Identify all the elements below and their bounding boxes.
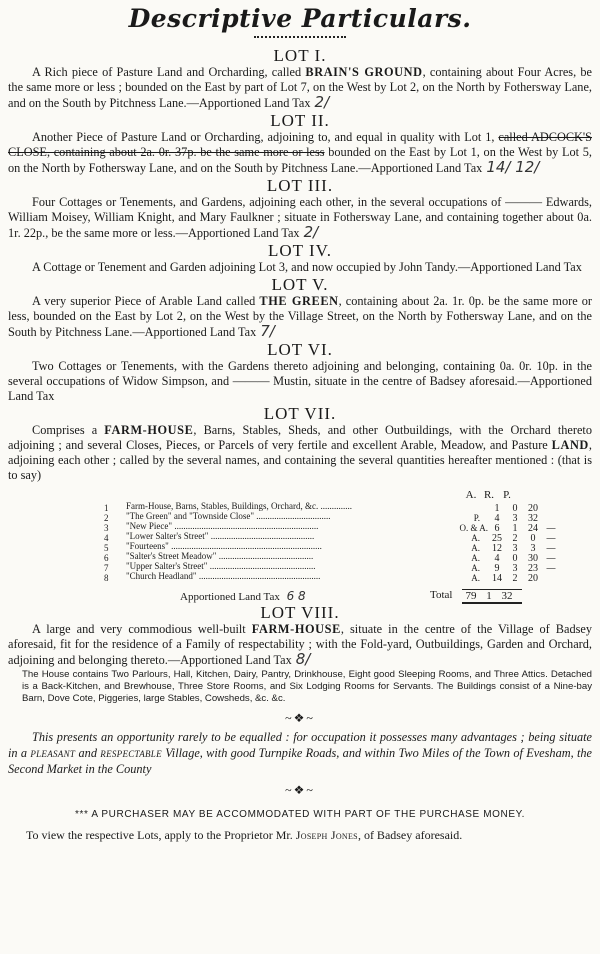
lot-2-text-a: Another Piece of Pasture Land or Orcharding, adjoining to, and equal in quality with Lot 1, [32, 130, 499, 144]
row-hand-mark: — [546, 543, 556, 554]
row-number: 2 [104, 513, 109, 523]
total-acres: 79 [465, 590, 477, 602]
lot-7-text-b: , Barns, Stables, Sheds, and other Outbuildings, with the Orchard thereto adjoining ; and several Closes, Pieces, or Parcels of very fertile and excellent Arable, Meadow, and Pasture [8, 423, 592, 452]
row-name: "The Green" and "Townside Close" ................................. [126, 511, 331, 521]
row-acres: 25 [492, 533, 502, 544]
proprietor-name: Joseph Jones [295, 828, 358, 842]
table-row [104, 561, 564, 574]
view-text-b: , of Badsey aforesaid. [357, 828, 463, 842]
lot-7-text-c: , adjoining each other ; called by the several names, and containing the several quantities hereafter mentioned : (that is to say) [8, 438, 592, 482]
row-number: 6 [104, 553, 109, 563]
document-page [0, 4, 600, 954]
lot-6-text: Two Cottages or Tenements, with the Gardens thereto adjoining and belonging, containing 0a. 0r. 10p. in the several occupations of Widow Simpson, and ——— Mustin, situate in the centre of Badsey aforesaid.—Apportioned Land Tax [8, 359, 592, 403]
table-row [104, 551, 564, 564]
row-roods: 2 [512, 533, 518, 544]
row-unit: A. [471, 543, 480, 553]
table-row [104, 541, 564, 554]
row-name: "Upper Salter's Street" ............................................... [126, 561, 316, 571]
row-name: Farm-House, Barns, Stables, Buildings, Orchard, &c. .............. [126, 501, 352, 511]
lot-1-heading: LOT I. [273, 46, 327, 65]
total-perches: 32 [501, 590, 513, 602]
view-instructions [8, 828, 592, 843]
row-number: 5 [104, 543, 109, 553]
table-row [104, 531, 564, 544]
page-title: Descriptive Particulars. [128, 4, 472, 33]
row-roods: 2 [512, 573, 518, 584]
row-perches: 30 [528, 553, 538, 564]
lot-7-name: FARM-HOUSE [104, 423, 194, 437]
lot-5-text-a: A very superior Piece of Arable Land called [32, 294, 260, 308]
row-name: "Salter's Street Meadow" .......................................... [126, 551, 314, 561]
row-roods: 3 [512, 543, 518, 554]
row-acres: 12 [492, 543, 502, 554]
lot-5-name: THE GREEN [259, 294, 339, 308]
row-number: 7 [104, 563, 109, 573]
column-roods: R. [483, 489, 495, 501]
lot-3-handwritten-tax: 2/ [303, 223, 319, 241]
row-roods: 0 [512, 553, 518, 564]
lot-7-text [8, 423, 592, 483]
row-name: "Church Headland" ...................................................... [126, 571, 321, 581]
row-hand-mark: — [546, 563, 556, 574]
row-hand-mark: — [546, 553, 556, 564]
row-unit: A. [471, 573, 480, 583]
row-acres: 14 [492, 573, 502, 584]
row-roods: 1 [512, 523, 518, 534]
lot-8-name: FARM-HOUSE [251, 622, 341, 636]
lot-8-text-a: A large and very commodious well-built [32, 622, 252, 636]
row-perches: 24 [528, 523, 538, 534]
lot-8-text-b: , situate in the centre of the Village of Badsey aforesaid, fit for the residence of a Family of respectability ; with the Fold-yard, Outbuildings, Garden and Orchard, adjoining and belonging thereto.—Apportioned Land Tax [8, 622, 593, 667]
closing-and: and [75, 746, 101, 760]
lot-5-handwritten-tax: 7/ [260, 322, 275, 340]
lot-1-name: BRAIN'S GROUND [305, 65, 423, 79]
table-row [104, 571, 564, 584]
row-hand-mark: — [546, 523, 556, 534]
row-unit: P. [473, 513, 480, 523]
row-unit: O. & A. [459, 523, 488, 533]
row-number: 4 [104, 533, 109, 543]
lot-1-text [8, 65, 592, 111]
total-values [462, 589, 522, 604]
lot-8-text [8, 622, 592, 668]
closing-pleasant: pleasant [30, 746, 76, 760]
row-perches: 23 [528, 563, 538, 574]
row-perches: 0 [530, 533, 536, 544]
column-perches: P. [503, 489, 511, 501]
lot-7-heading: LOT VII. [263, 404, 337, 423]
total-label: Total [430, 589, 453, 601]
row-roods: 3 [512, 513, 518, 524]
row-name: "New Piece" ................................................................ [126, 521, 319, 531]
row-name: "Fourteens" ................................................................... [126, 541, 322, 551]
row-roods: 0 [512, 503, 518, 514]
lot-3-text [8, 195, 592, 241]
lot-5-heading: LOT V. [271, 275, 329, 294]
row-number: 8 [104, 573, 109, 583]
lot-2-struck-text: called ADCOCK'S CLOSE, containing about 2a. 0r. 37p. be the same more or less [8, 130, 592, 159]
lot-4-text: A Cottage or Tenement and Garden adjoining Lot 3, and now occupied by John Tandy.—Apportioned Land Tax [32, 260, 582, 274]
closing-text-a: This presents an opportunity rarely to be equalled : for occupation it possesses many advantages ; being situate in a [8, 730, 592, 760]
lot-6-heading: LOT VI. [267, 340, 333, 359]
row-perches: 3 [530, 543, 536, 554]
row-unit: A. [471, 533, 480, 543]
row-name: "Lower Salter's Street" .............................................. [126, 531, 315, 541]
closing-respectable: respectable [100, 746, 162, 760]
row-perches: 20 [528, 503, 538, 514]
row-acres: 4 [494, 513, 500, 524]
lot-8-heading: LOT VIII. [260, 603, 340, 622]
table-row [104, 511, 564, 524]
ornament-divider: ~❖~ [285, 711, 315, 725]
row-hand-mark: — [546, 533, 556, 544]
lot-1-text-a: A Rich piece of Pasture Land and Orcharding, called [32, 65, 306, 79]
lot-8-handwritten-tax: 8/ [295, 650, 311, 668]
apportioned-label: Apportioned Land Tax [180, 591, 280, 603]
row-acres: 4 [494, 553, 500, 564]
lot-2-text [8, 130, 592, 176]
lot-3-text-body: Four Cottages or Tenements, and Gardens, adjoining each other, in the several occupations of ——— Edwards, William Moisey, William Knight, and Mary Faulkner ; situate in Fothersway Lane, and containing together about 0a. 1r. 22p., be the same more or less.—Apportioned Land Tax [8, 195, 592, 240]
row-acres: 1 [494, 503, 500, 514]
ornament-divider-2: ~❖~ [285, 783, 315, 797]
lot-2-text-b: bounded on the East by Lot 1, on the West by Lot 5, on the North by Fothersway Lane, and on the South by Pitchness Lane.—Apportioned Land Tax [8, 145, 592, 175]
row-unit: A. [471, 553, 480, 563]
row-unit: A. [471, 563, 480, 573]
row-number: 3 [104, 523, 109, 533]
row-acres: 6 [494, 523, 500, 534]
row-perches: 32 [528, 513, 538, 524]
quantities-header [462, 489, 552, 501]
lot-7-name-2: LAND [551, 438, 589, 452]
lot-1-handwritten-tax: 2/ [314, 93, 330, 111]
lot-3-heading: LOT III. [266, 176, 334, 195]
lot-2-handwritten-tax: 14/ 12/ [486, 158, 540, 176]
closing-statement [8, 729, 592, 777]
apportioned-handwritten: 6 8 [286, 589, 306, 603]
closing-text-b: Village, with good Turnpike Roads, and within Two Miles of the Town of Evesham, the Second Market in the County [8, 746, 592, 776]
lot-7-text-a: Comprises a [32, 423, 105, 437]
lot-7-quantities-table [8, 489, 592, 603]
table-row [104, 501, 564, 514]
total-roods: 1 [486, 590, 492, 602]
lot-7-totals [180, 589, 560, 603]
lot-4-heading: LOT IV. [268, 241, 332, 260]
row-number: 1 [104, 503, 109, 513]
purchaser-note: *** A PURCHASER MAY BE ACCOMMODATED WITH PART OF THE PURCHASE MONEY. [75, 809, 525, 820]
view-text-a: To view the respective Lots, apply to the Proprietor Mr. [26, 828, 296, 842]
table-row [104, 521, 564, 534]
title-rule [254, 36, 346, 38]
row-perches: 20 [528, 573, 538, 584]
lot-1-text-b: , containing about Four Acres, be the same more or less ; bounded on the East by part of Lot 7, on the West by Lot 2, on the North by Fothersway Lane, and on the South by Pitchness Lane.—Apportioned Land Tax [8, 65, 592, 110]
lot-5-text [8, 294, 592, 340]
column-acres: A. [465, 489, 477, 501]
lot-2-heading: LOT II. [270, 111, 330, 130]
row-roods: 3 [512, 563, 518, 574]
lot-8-house-note: The House contains Two Parlours, Hall, Kitchen, Dairy, Pantry, Drinkhouse, Eight good Sleeping Rooms, and Three Attics. Detached is a Back-Kitchen, and Brewhouse, Three Store Rooms, and Six Lodging Rooms for Servants. The Buildings consist of a Nine-bay Barn, Dove Cote, Piggeries, large Stables, Cowsheds, &c. &c. [22, 669, 592, 704]
row-acres: 9 [494, 563, 500, 574]
lot-5-text-b: , containing about 2a. 1r. 0p. be the same more or less, bounded on the East by Lot 2, on the West by the Village Street, on the North by Fothersway Lane, and on the South by Pitchness Lane.—Apportioned Land Tax [8, 294, 592, 339]
